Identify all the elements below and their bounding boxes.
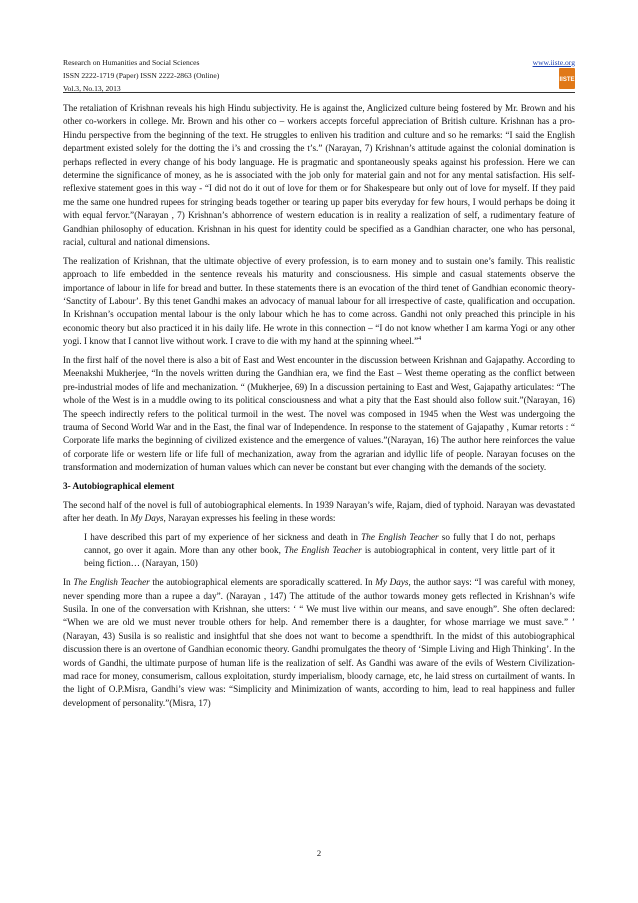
article-body — [63, 102, 575, 716]
paragraph-text: the autobiographical elements are sporadically scattered. In — [149, 577, 376, 588]
book-title: My Days — [375, 577, 409, 588]
paragraph — [63, 576, 575, 710]
paragraph-text: The realization of Krishnan, that the ultimate objective of every profession, is to earn money and to sustain one’s family. This realistic approach to life embedded in the sentence reveals his maturity and consciousness. His simple and casual statements observe the importance of labour in life for bread and butter. In these statements there is an evocation of the third tenet of Gandhian economic theory- ‘Sanctity of Labour’. By this tenet Gandhi makes an advocacy of manual labour for all irrespective of caste, qualification and occupation. In Krishnan’s occupation mental labour is the only labour which he has to come across. Gandhi not only preached this principle in his economic theory but also practiced it in his daily life. He wrote in this connection – “I do not know whether I am karma Yogi or any other yogi. I know that I cannot live without work. I crave to die with my hand at the spinning wheel.” — [63, 255, 575, 347]
issn-line: ISSN 2222-1719 (Paper) ISSN 2222-2863 (Online) — [63, 71, 220, 80]
logo-text: IISTE — [559, 77, 575, 83]
paragraph-text: In — [63, 577, 74, 588]
running-header — [63, 56, 575, 96]
paragraph — [63, 255, 575, 349]
paragraph: The retaliation of Krishnan reveals his high Hindu subjectivity. He is against the, Anglicized culture being fostered by Mr. Brown and his other co-workers in college. Mr. Brown and his other co – workers accepts forceful appreciation of British culture. Krishnan has a pro-Hindu perspective from the beginning of the text. He struggles to enliven his tradition and culture and so he remarks: “I said the English department existed solely for the dotting the i’s and crossing the t’s.” (Narayan, 7) Krishnan’s attitude against the colonial domination is perhaps reflected in every change of his body language. He is pragmatic and spontaneously speaks against his profession. Here we can determine the significance of money, as he is associated with the job only for material gain and not for any mental satisfaction. His self- reflexive statement goes in this way - “I did not do it out of love for them or for Shakespeare but only out of love for myself. If they paid me the same one hundred rupees for stringing beads together or tearing up paper bits everyday for few hours, I would perhaps be doing it with equal fervor.”(Narayan , 7) Krishnan’s abhorrence of western education is in reality a realization of self, a rudimentary feature of Gandhian philosophy of education. Krishnan in his quest for identity could be specified as a Gandhian character, one who has personal, racial, cultural and national dimensions. — [63, 103, 575, 248]
iiste-logo — [559, 68, 575, 89]
journal-url-link[interactable]: www.iiste.org — [532, 58, 575, 67]
book-title: My Days — [130, 512, 164, 523]
book-title: The English Teacher — [284, 545, 362, 556]
paragraph-text: , Narayan expresses his feeling in these words: — [163, 512, 336, 523]
paragraph-text: , the author says: “I was careful with money, never spending more than a rupee a day”. (Narayan , 147) The attitude of the author towards money gets reflected in Krishnan’s wife Susila. In one of the conversation with Krishnan, she utters: ‘ “ We must live within our means, and save enough”. She often declared: “When we are old we must never trouble others for help. And remember there is a daughter, for whose marriage we must save.” ’ (Narayan, 43) Susila is so realistic and insightful that she does not want to become a spendthrift. In the midst of this autobiographical discussion there is an overtone of Gandhian economic theory. Gandhi promulgates the theory of ‘Simple Living and High Thinking’. In the words of Gandhi, the ultimate purpose of human life is the realization of self. As Gandhi was aware of the evils of Western Civilization- mad race for money, consumerism, callous exploitation, sturdy imperialism, bloody carnage, etc, he laid stress on curtailment of wants. In the light of O.P.Misra, Gandhi’s view was: “Simplicity and Minimization of wants, according to him, lead to real happiness and fuller development of personality.”(Misra, 17) — [63, 577, 575, 708]
book-title: The English Teacher — [73, 577, 150, 588]
section-heading: 3- Autobiographical element — [63, 480, 175, 491]
header-rule — [63, 92, 575, 93]
footnote-marker: 4 — [418, 336, 422, 343]
book-title: The English Teacher — [361, 531, 439, 542]
quote-text: so fully that I do not, perhaps cannot, go over it again. More than any other book, — [84, 531, 556, 556]
block-quote — [63, 531, 575, 571]
page-number: 2 — [316, 848, 322, 858]
paragraph — [63, 499, 575, 526]
quote-text: is autobiographical in content, very little part of it being fiction… (Narayan, 150) — [84, 545, 555, 569]
quote-text: I have described this part of my experience of her sickness and death in — [84, 531, 362, 542]
paragraph-text: The second half of the novel is full of autobiographical elements. In 1939 Narayan’s wife, Rajam, died of typhoid. Narayan was devastated after her death. In — [63, 499, 575, 523]
volume-line: Vol.3, No.13, 2013 — [63, 84, 121, 93]
paragraph: In the first half of the novel there is also a bit of East and West encounter in the discussion between Krishnan and Gajapathy. According to Meenakshi Mukherjee, “In the novels written during the Gandhian era, we find the East – West theme operating as the conflict between pre-industrial modes of life and mechanization. “ (Mukherjee, 69) In a discussion pertaining to East and West, Gajapathy articulates: “The whole of the West is in a muddle owing to its political consciousness and what a pity that the East should also follow suit.”(Narayan, 16) The speech indirectly refers to the political turmoil in the west. The novel was composed in 1945 when the West was undergoing the trauma of Second World War and in the East, the final war of Independence. In response to the statement of Gajapathy , Kumar retorts : “ Corporate life marks the beginning of civilized existence and the emergence of values.”(Narayan, 16) The author here reinforces the value of corporate life or western life or life full of mechanization, away from the agrarian and idyllic life of people. Narayan focuses on the transformation and modernization of human values which can never be constant but ever changing with the demands of the society. — [63, 354, 575, 473]
journal-name: Research on Humanities and Social Sciences — [63, 58, 200, 67]
